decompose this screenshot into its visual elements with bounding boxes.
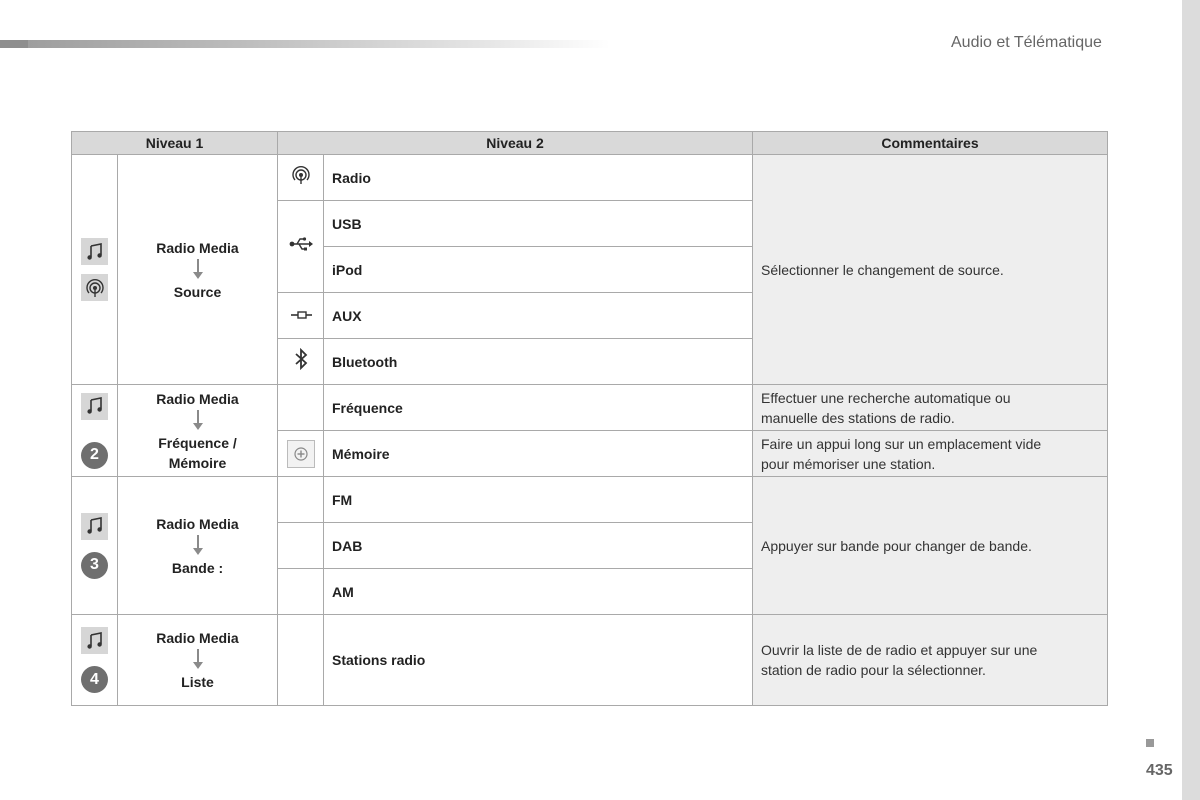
comment-line: station de radio pour la sélectionner. xyxy=(761,662,986,678)
music-note-icon xyxy=(81,627,108,654)
level1-bande-cell xyxy=(118,477,278,615)
music-note-icon xyxy=(81,393,108,420)
level2-label: iPod xyxy=(324,247,753,293)
level2-label: USB xyxy=(324,201,753,247)
bluetooth-icon xyxy=(294,357,308,374)
menu-table xyxy=(71,131,1108,706)
comment-line: pour mémoriser une station. xyxy=(761,455,936,472)
radio-waves-icon xyxy=(81,274,108,301)
level1-icons-cell xyxy=(72,477,118,615)
table-header-row xyxy=(72,132,1108,155)
table-row xyxy=(72,385,1108,431)
level2-label: AM xyxy=(324,569,753,615)
comment-cell xyxy=(753,385,1108,431)
level1-label: Radio Media xyxy=(156,630,239,646)
empty-icon-cell xyxy=(278,385,324,431)
level2-label: AUX xyxy=(324,293,753,339)
aux-icon-cell xyxy=(278,293,324,339)
level1-liste-cell xyxy=(118,615,278,706)
header-decorative-bar xyxy=(0,40,610,48)
table-row xyxy=(72,155,1108,201)
level1-sublabel: Liste xyxy=(181,674,214,690)
music-note-icon xyxy=(81,238,108,265)
level1-label: Radio Media xyxy=(156,515,239,532)
empty-icon-cell xyxy=(278,477,324,523)
header-niveau-1: Niveau 1 xyxy=(72,132,278,155)
comment-cell: Appuyer sur bande pour changer de bande. xyxy=(753,477,1108,615)
music-note-icon xyxy=(81,513,108,540)
level2-label: Radio xyxy=(324,155,753,201)
level1-sublabel: Mémoire xyxy=(168,454,227,471)
arrow-down-icon xyxy=(193,535,203,557)
level2-label: FM xyxy=(324,477,753,523)
level1-source-cell xyxy=(118,155,278,385)
level2-label: Fréquence xyxy=(324,385,753,431)
page-edge-strip xyxy=(1182,0,1200,800)
level1-sublabel: Fréquence / xyxy=(158,434,237,451)
step-number-badge: 3 xyxy=(81,552,108,579)
radio-icon-cell xyxy=(278,155,324,201)
arrow-down-icon xyxy=(193,259,203,281)
level1-icons-cell xyxy=(72,615,118,706)
aux-jack-icon xyxy=(289,307,313,324)
comment-cell xyxy=(753,431,1108,477)
plus-icon xyxy=(287,440,315,468)
usb-icon xyxy=(289,238,313,255)
page-marker xyxy=(1146,739,1154,747)
comment-line: manuelle des stations de radio. xyxy=(761,409,955,426)
comment-line: Faire un appui long sur un emplacement vide xyxy=(761,435,1042,452)
comment-line: Effectuer une recherche automatique ou xyxy=(761,389,1011,406)
empty-icon-cell xyxy=(278,523,324,569)
level1-sublabel: Bande : xyxy=(171,559,224,576)
header-commentaires: Commentaires xyxy=(753,132,1108,155)
level2-label: Stations radio xyxy=(324,615,753,706)
comment-cell xyxy=(753,615,1108,706)
comment-line: Ouvrir la liste de de radio et appuyer sur une xyxy=(761,642,1038,658)
bluetooth-icon-cell xyxy=(278,339,324,385)
usb-icon-cell xyxy=(278,201,324,293)
level1-label: Radio Media xyxy=(156,239,239,256)
level1-icons-cell xyxy=(72,385,118,477)
level1-frequence-cell xyxy=(118,385,278,477)
page-number: 435 xyxy=(1146,762,1173,779)
level2-label: DAB xyxy=(324,523,753,569)
step-number-badge: 4 xyxy=(81,666,108,693)
level2-label: Mémoire xyxy=(324,431,753,477)
comment-cell: Sélectionner le changement de source. xyxy=(753,155,1108,385)
arrow-down-icon xyxy=(193,410,203,432)
arrow-down-icon xyxy=(193,649,203,671)
empty-icon-cell xyxy=(278,615,324,706)
empty-icon-cell xyxy=(278,569,324,615)
section-title: Audio et Télématique xyxy=(951,34,1102,51)
memory-icon-cell xyxy=(278,431,324,477)
step-number-badge: 2 xyxy=(81,442,108,469)
level1-sublabel: Source xyxy=(173,283,222,300)
table-row xyxy=(72,615,1108,706)
level1-icons-cell xyxy=(72,155,118,385)
level1-label: Radio Media xyxy=(156,390,239,407)
level2-label: Bluetooth xyxy=(324,339,753,385)
table-row xyxy=(72,477,1108,523)
radio-waves-icon xyxy=(291,172,311,189)
header-niveau-2: Niveau 2 xyxy=(278,132,753,155)
